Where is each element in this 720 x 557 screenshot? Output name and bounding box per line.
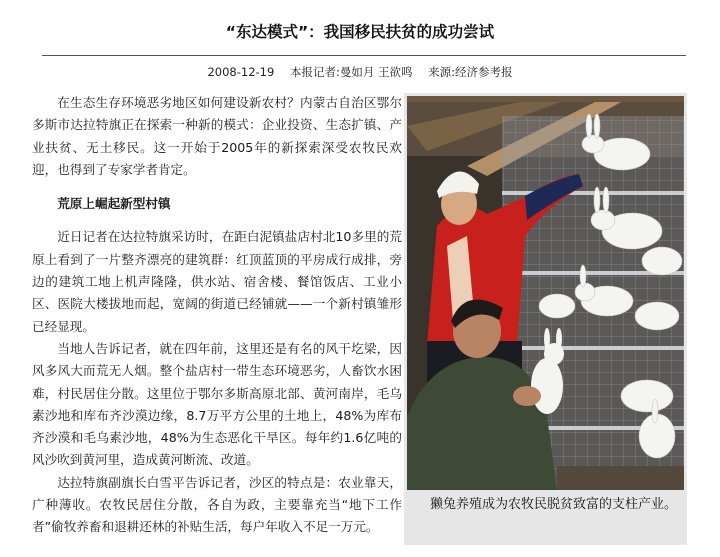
figure-caption: 獭兔养殖成为农牧民脱贫致富的支柱产业。 (430, 497, 678, 512)
paragraph-intro: 在生态生存环境恶劣地区如何建设新农村？内蒙古自治区鄂尔多斯市达拉特旗正在探索一种新的模式：企业投资、生态扩镇、产业扶贫、无土移民。这一开始于2005年的新探索深受农牧民欢迎，也得到了专家学者肯定。 (32, 95, 402, 177)
article-meta (0, 64, 720, 80)
title-divider (42, 55, 686, 56)
article-date: 2008-12-19 (207, 65, 275, 79)
article-figure (404, 93, 687, 545)
article-reporter: 本报记者:曼如月 王欲鸣 (289, 65, 413, 79)
rabbit-farm-photo (407, 96, 684, 490)
article-body (32, 92, 402, 539)
article-title: “东达模式”：我国移民扶贫的成功尝试 (225, 23, 495, 41)
article-source: 来源:经济参考报 (428, 65, 513, 79)
paragraph-4: 达拉特旗副旗长白雪平告诉记者，沙区的特点是：农业靠天，广种薄收。农牧民居住分散，各自为政，主要靠充当“地下工作者”偷牧养畜和退耕还林的补贴生活，每户年收入不足一万元。 (32, 474, 402, 535)
paragraph-2: 近日记者在达拉特旗采访时，在距白泥镇盐店村北10多里的荒原上看到了一片整齐漂亮的建筑群：红顶蓝顶的平房成行成排，旁边的建筑工地上机声隆隆，供水站、宿舍楼、餐馆饭店、工业小区、医院大楼拔地而起，宽阔的街道已经铺就——一个新村镇雏形已经显现。 (32, 229, 402, 334)
paragraph-3: 当地人告诉记者，就在四年前，这里还是有名的风干圪梁，因风多风大而荒无人烟。整个盐店村一带生态环境恶劣，人畜饮水困难，村民居住分散。这里位于鄂尔多斯高原北部、黄河南岸，毛乌素沙地和库布齐沙漠边缘，8.7万平方公里的土地上，48%为库布齐沙漠和毛乌素沙地，48%为生态恶化干旱区。每年约1.6亿吨的风沙吹到黄河里，造成黄河断流、改道。 (32, 340, 402, 468)
section-subheading: 荒原上崛起新型村镇 (57, 196, 171, 212)
